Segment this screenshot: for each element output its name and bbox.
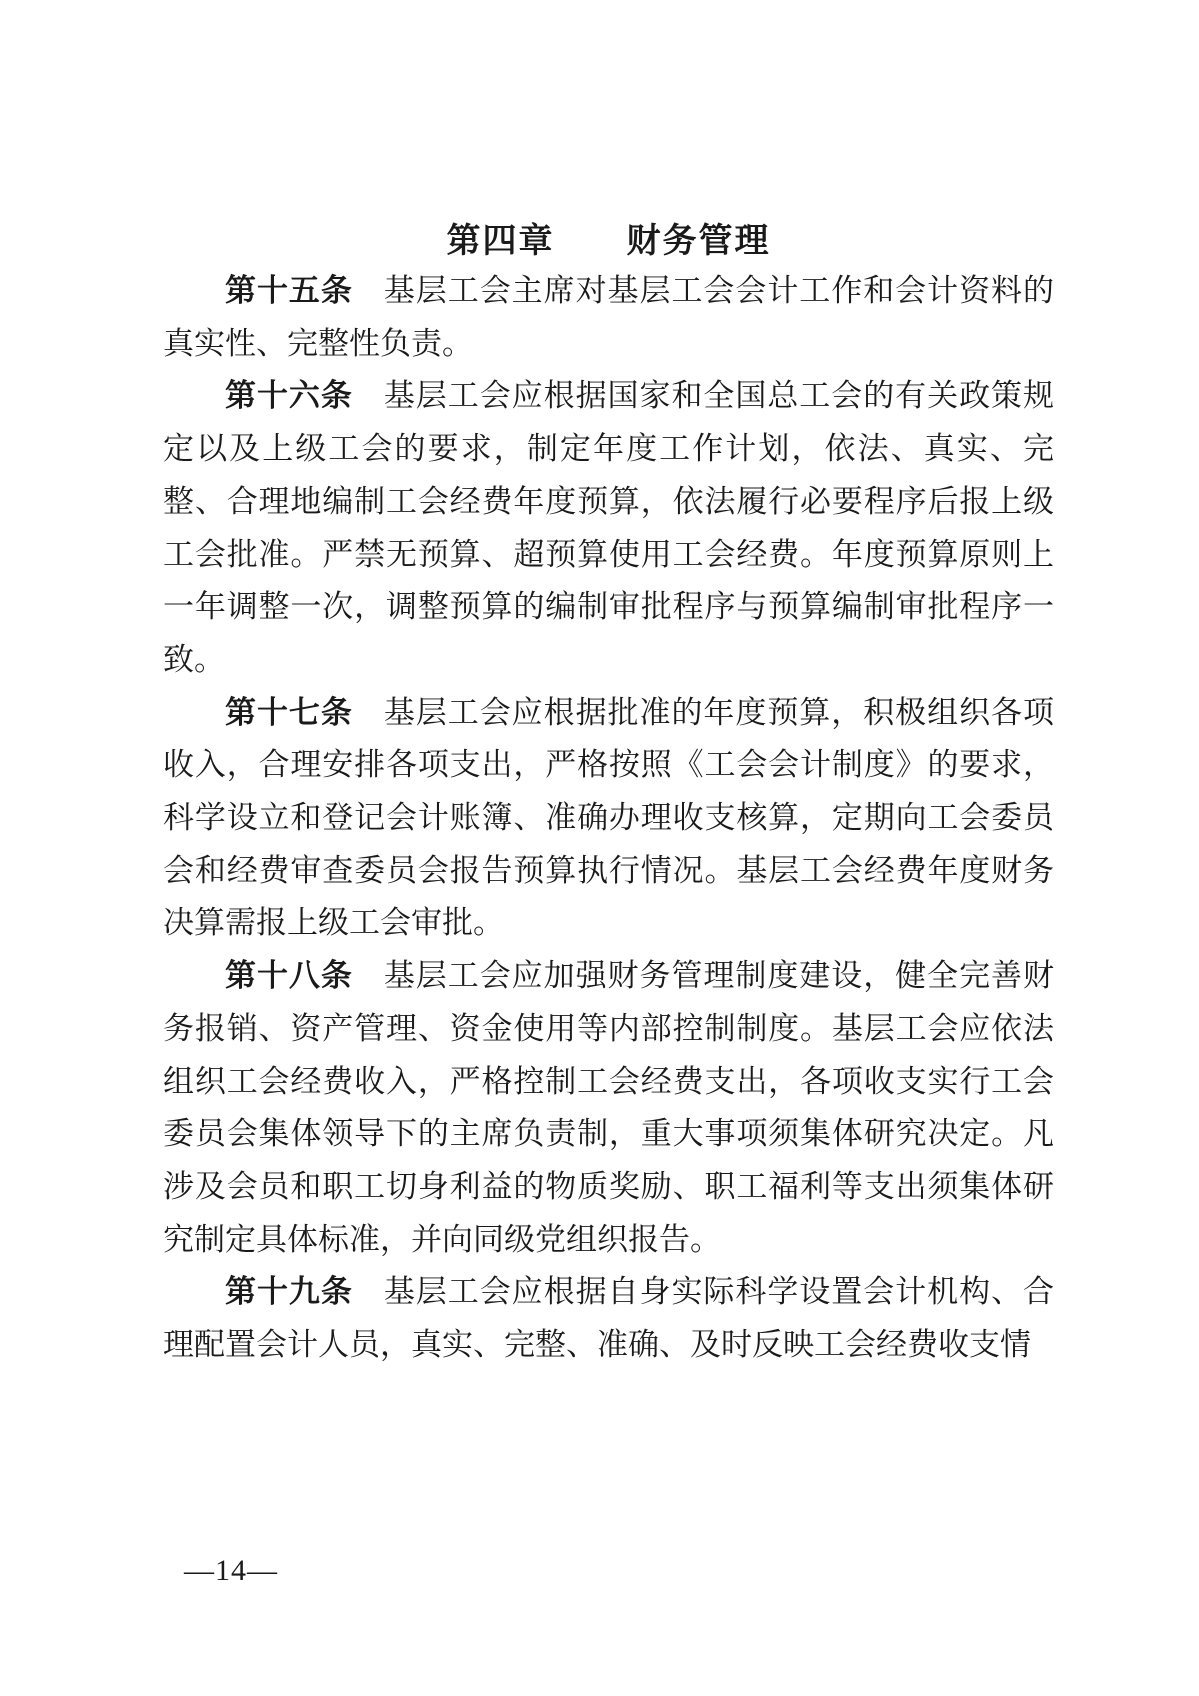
article-number-label: 第十七条 — [225, 694, 353, 730]
article-text: 基层工会主席对基层工会会计工作和会计资料的真实性、完整性负责。 — [163, 273, 1055, 361]
article-paragraph — [163, 265, 1054, 370]
chapter-heading — [163, 219, 1054, 263]
article-number-label: 第十九条 — [225, 1274, 353, 1310]
article-number-label: 第十五条 — [225, 273, 353, 308]
page-content — [163, 219, 1054, 1372]
articles-list — [163, 265, 1054, 1372]
article-number-label: 第十八条 — [225, 958, 353, 994]
article-text: 基层工会应根据批准的年度预算，积极组织各项收入，合理安排各项支出，严格按照《工会会计制度》的要求，科学设立和登记会计账簿、准确办理收支核算，定期向工会委员会和经费审查委员会报告预算执行情况。基层工会经费年度财务决算需报上级工会审批。 — [163, 694, 1055, 941]
article-text: 基层工会应根据国家和全国总工会的有关政策规定以及上级工会的要求，制定年度工作计划，依法、真实、完整、合理地编制工会经费年度预算，依法履行必要程序后报上级工会批准。严禁无预算、超预算使用工会经费。年度预算原则上一年调整一次，调整预算的编制审批程序与预算编制审批程序一致。 — [163, 378, 1055, 677]
article-number-label: 第十六条 — [225, 378, 353, 414]
chapter-number: 第四章 — [446, 222, 555, 260]
article-text: 基层工会应根据自身实际科学设置会计机构、合理配置会计人员，真实、完整、准确、及时反映工会经费收支情 — [163, 1274, 1055, 1363]
page-number: —14— — [184, 1554, 278, 1587]
article-paragraph — [163, 687, 1054, 951]
chapter-title: 财务管理 — [626, 222, 771, 260]
article-paragraph — [163, 370, 1054, 686]
article-paragraph — [163, 1266, 1054, 1371]
article-text: 基层工会应加强财务管理制度建设，健全完善财务报销、资产管理、资金使用等内部控制制度。基层工会应依法组织工会经费收入，严格控制工会经费支出，各项收支实行工会委员会集体领导下的主席负责制，重大事项须集体研究决定。凡涉及会员和职工切身利益的物质奖励、职工福利等支出须集体研究制定具体标准，并向同级党组织报告。 — [163, 958, 1055, 1257]
article-paragraph — [163, 950, 1054, 1266]
